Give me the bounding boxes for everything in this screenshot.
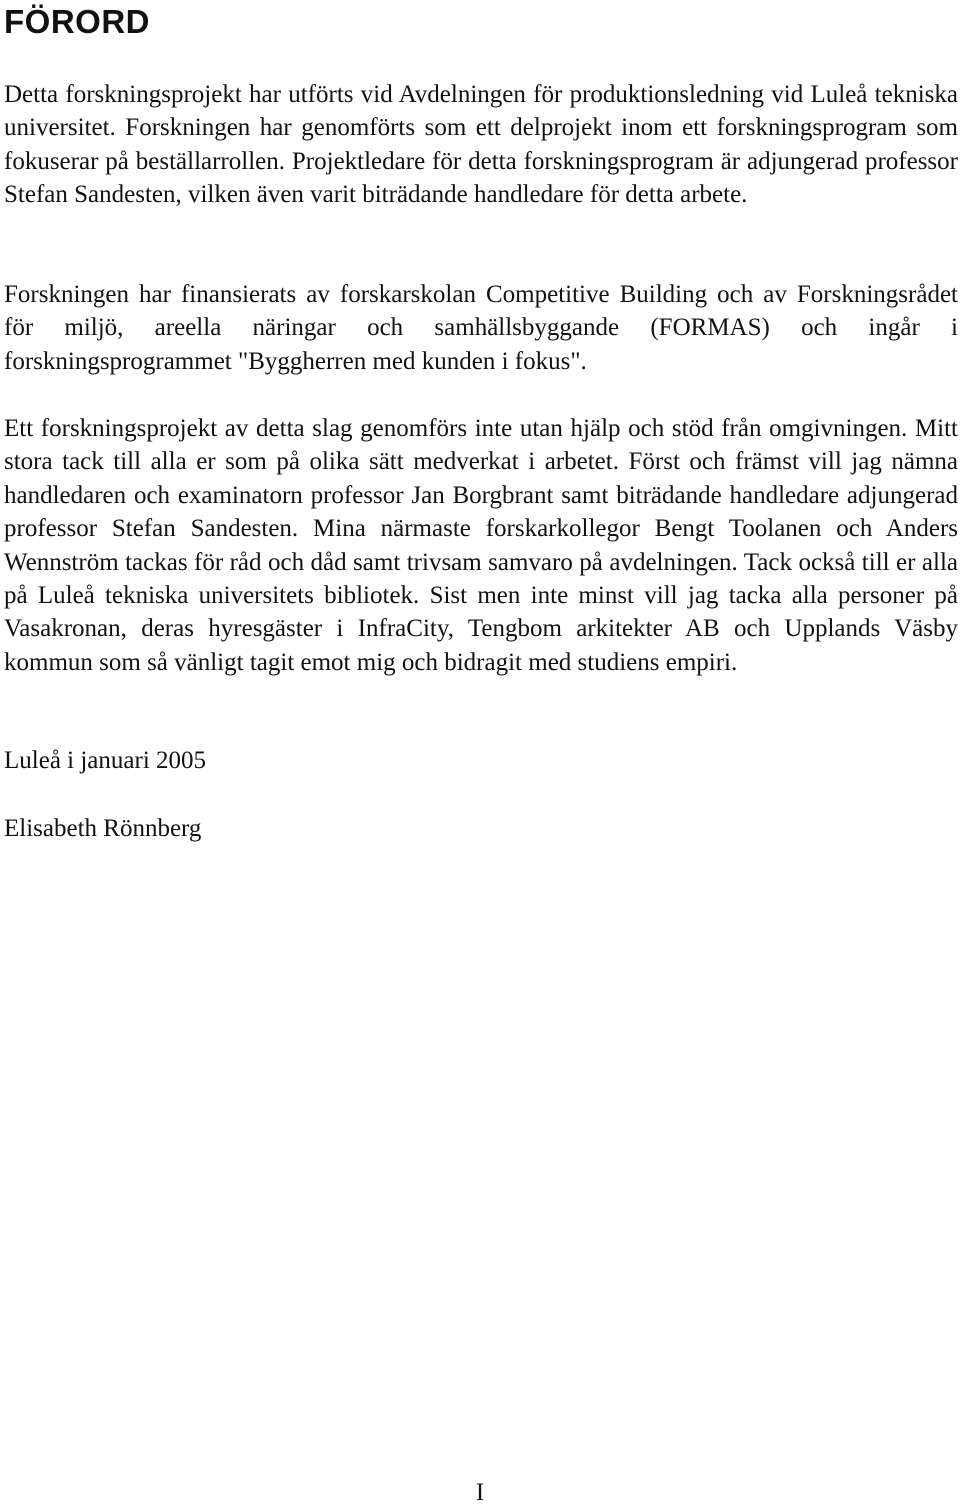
author-signature: Elisabeth Rönnberg — [4, 815, 202, 842]
body-paragraph: Ett forskningsprojekt av detta slag genomförs inte utan hjälp och stöd från omgivningen. Mitt stora tack till alla er som på olika sätt medverkat i arbetet. Först och främst vill jag nämna handledaren och examinatorn professor Jan Borgbrant samt biträdande handledare adjungerad professor Stefan Sandesten. Mina närmaste forskarkollegor Bengt Toolanen och Anders Wennström tackas för råd och dåd samt trivsam samvaro på avdelningen. Tack också till er alla på Luleå tekniska universitets bibliotek. Sist men inte minst vill jag tacka alla personer på Vasakronan, deras hyresgäster i InfraCity, Tengbom arkitekter AB och Upplands Väsby kommun som så vänligt tagit emot mig och bidragit med studiens empiri. — [4, 415, 958, 676]
place-date-line: Luleå i januari 2005 — [4, 747, 207, 774]
body-paragraph: Forskningen har finansierats av forskarskolan Competitive Building och av Forskningsrådet för miljö, areella näringar och samhällsbyggande (FORMAS) och ingår i forskningsprogrammet "Byggherren med kunden i fokus". — [4, 281, 958, 375]
page-number: I — [475, 1479, 485, 1506]
page-title: FÖRORD — [4, 3, 150, 40]
body-paragraph: Detta forskningsprojekt har utförts vid Avdelningen för produktionsledning vid Luleå tekniska universitet. Forskningen har genomförts som ett delprojekt inom ett forskningsprogram som fokuserar på beställarrollen. Projektledare för detta forskningsprogram är adjungerad professor Stefan Sandesten, vilken även varit biträdande handledare för detta arbete. — [4, 81, 958, 209]
